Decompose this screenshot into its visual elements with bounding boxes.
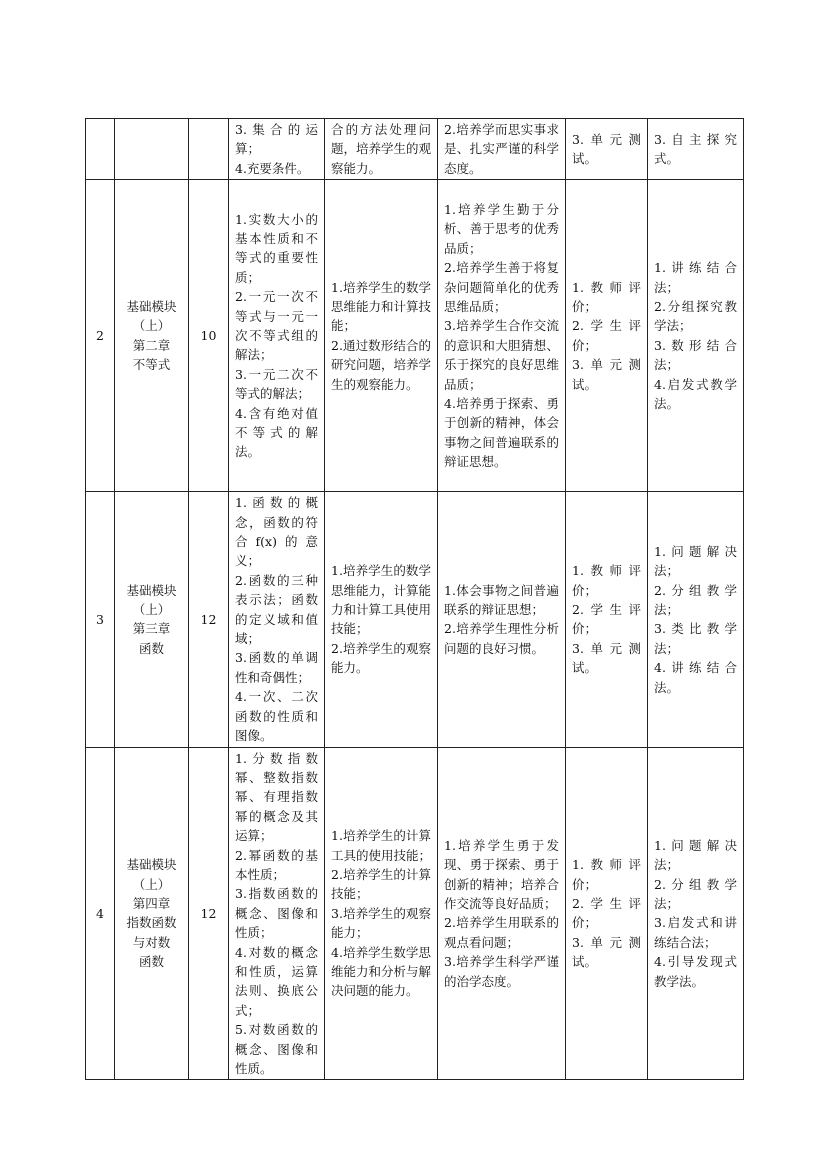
attitude-goals-line: 1.培养学生勤于分析、善于思考的优秀品质； <box>444 201 559 256</box>
skill-goals-cell <box>325 180 438 492</box>
module-chapter-line: 指数函数 <box>126 915 177 931</box>
row-number-cell: 2 <box>86 180 115 492</box>
assessment-methods-line: 2.学生评价； <box>572 318 641 353</box>
module-chapter-cell <box>115 492 189 747</box>
table-row <box>86 180 744 492</box>
teaching-content-line: 3.函数的单调性和奇偶性； <box>235 650 318 685</box>
assessment-methods-line: 3.单元测试。 <box>572 640 641 676</box>
teaching-content-cell <box>229 119 325 180</box>
teaching-methods-line: 2.分组教学法； <box>654 582 737 617</box>
assessment-methods-cell <box>566 747 648 1080</box>
class-hours-cell: 12 <box>189 492 229 747</box>
teaching-methods-line: 4.引导发现式教学法。 <box>654 954 737 989</box>
teaching-methods-line: 4.讲练结合法。 <box>654 660 737 695</box>
skill-goals-line: 合的方法处理问题，培养学生的观察能力。 <box>331 122 432 176</box>
teaching-methods-line: 3.数形结合法； <box>654 337 737 373</box>
module-chapter-line: 第三章 <box>132 621 171 637</box>
attitude-goals-line: 2.培养学生用联系的观点看问题； <box>444 915 559 950</box>
skill-goals-line: 2.通过数形结合的研究问题，培养学生的观察能力。 <box>331 337 432 392</box>
table-row <box>86 492 744 747</box>
assessment-methods-line: 2.学生评价； <box>572 896 641 931</box>
teaching-content-line: 2.幂函数的基本性质； <box>235 847 318 882</box>
module-chapter-line: 基础模块 <box>126 857 177 873</box>
attitude-goals-cell <box>438 747 566 1080</box>
teaching-methods-cell <box>648 747 744 1080</box>
teaching-methods-line: 3.类比教学法； <box>654 621 737 656</box>
attitude-goals-line: 1.体会事物之间普遍联系的辩证思想； <box>444 582 559 617</box>
class-hours-cell: 12 <box>189 747 229 1080</box>
module-chapter-line: 函数 <box>138 640 164 656</box>
assessment-methods-line: 3.单元测试。 <box>572 131 641 167</box>
assessment-methods-cell <box>566 119 648 180</box>
module-chapter-line: （上） <box>132 876 171 892</box>
skill-goals-line: 4.培养学生数学思维能力和分析与解决问题的能力。 <box>331 944 432 999</box>
teaching-methods-line: 3.启发式和讲练结合法； <box>654 915 737 950</box>
attitude-goals-line: 2.培养学而思实事求是、扎实严谨的科学态度。 <box>444 122 559 176</box>
teaching-content-line: 1.分数指数幂、整数指数幂、有理指数幂的概念及其运算； <box>235 750 318 844</box>
teaching-methods-line: 1.讲练结合法； <box>654 260 737 295</box>
teaching-content-line: 3.集合的运算； <box>235 122 318 157</box>
attitude-goals-line: 1.培养学生勇于发现、勇于探索、勇于创新的精神；培养合作交流等良好品质； <box>444 837 559 912</box>
module-chapter-line: 基础模块 <box>126 298 177 314</box>
module-chapter-line: 函数 <box>138 954 164 970</box>
assessment-methods-line: 1.教师评价； <box>572 563 641 598</box>
class-hours-cell <box>189 119 229 180</box>
teaching-content-line: 1.实数大小的基本性质和不等式的重要性质； <box>235 211 318 285</box>
attitude-goals-line: 2.培养学生理性分析问题的良好习惯。 <box>444 621 559 656</box>
table-body <box>86 119 744 1080</box>
row-number-cell: 3 <box>86 492 115 747</box>
skill-goals-line: 1.培养学生的计算工具的使用技能； <box>331 828 432 863</box>
teaching-methods-cell <box>648 180 744 492</box>
skill-goals-line: 2.培养学生的观察能力。 <box>331 640 431 676</box>
module-chapter-cell <box>115 119 189 180</box>
skill-goals-line: 1.培养学生的数学思维能力和计算技能； <box>331 279 432 334</box>
row-number-cell: 4 <box>86 747 115 1080</box>
skill-goals-cell <box>325 492 438 747</box>
teaching-content-line: 2.函数的三种表示法；函数的定义域和值域； <box>235 572 318 647</box>
teaching-methods-line: 4.启发式教学法。 <box>654 376 737 411</box>
teaching-content-line: 2.一元一次不等式与一元一次不等式组的解法； <box>235 289 318 363</box>
module-chapter-line: （上） <box>132 601 171 617</box>
teaching-content-line: 3.指数函数的概念、图像和性质； <box>235 886 318 941</box>
skill-goals-line: 2.培养学生的计算技能； <box>331 866 431 902</box>
teaching-content-line: 4.对数的概念和性质，运算法则、换底公式； <box>235 944 318 1018</box>
teaching-content-line: 4.一次、二次函数的性质和图像。 <box>235 689 318 744</box>
assessment-methods-line: 2.学生评价； <box>572 601 641 637</box>
table-row <box>86 119 744 180</box>
assessment-methods-line: 3.单元测试。 <box>572 934 641 970</box>
module-chapter-line: 基础模块 <box>126 582 177 598</box>
skill-goals-line: 1.培养学生的数学思维能力，计算能力和计算工具使用技能； <box>331 563 432 637</box>
teaching-content-cell <box>229 747 325 1080</box>
assessment-methods-line: 3.单元测试。 <box>572 357 641 392</box>
attitude-goals-line: 3.培养学生合作交流的意识和大胆猜想、乐于探究的良好思维品质； <box>444 318 559 392</box>
module-chapter-line: 不等式 <box>132 357 171 373</box>
module-chapter-cell <box>115 180 189 492</box>
skill-goals-cell <box>325 747 438 1080</box>
teaching-content-line: 1.函数的概念，函数的符合f(x)的意义； <box>235 495 318 569</box>
teaching-content-cell <box>229 180 325 492</box>
attitude-goals-cell <box>438 119 566 180</box>
module-chapter-line: 第二章 <box>132 337 171 353</box>
module-chapter-line: （上） <box>132 318 171 334</box>
assessment-methods-cell <box>566 492 648 747</box>
skill-goals-cell <box>325 119 438 180</box>
attitude-goals-cell <box>438 492 566 747</box>
class-hours-cell: 10 <box>189 180 229 492</box>
assessment-methods-line: 1.教师评价； <box>572 857 641 892</box>
teaching-content-line: 5.对数函数的概念、图像和性质。 <box>235 1022 318 1076</box>
teaching-methods-line: 1.问题解决法； <box>654 543 737 579</box>
teaching-methods-line: 3.自主探究式。 <box>654 131 737 167</box>
teaching-content-cell <box>229 492 325 747</box>
attitude-goals-cell <box>438 180 566 492</box>
teaching-methods-line: 2.分组教学法； <box>654 876 737 912</box>
assessment-methods-cell <box>566 180 648 492</box>
teaching-content-line: 4.含有绝对值不等式的解法。 <box>235 405 318 460</box>
teaching-content-line: 3.一元二次不等式的解法； <box>235 366 318 402</box>
row-number-cell <box>86 119 115 180</box>
teaching-methods-line: 1.问题解决法； <box>654 837 737 873</box>
module-chapter-line: 与对数 <box>132 934 171 950</box>
attitude-goals-line: 2.培养学生善于将复杂问题简单化的优秀思维品质； <box>444 260 559 314</box>
skill-goals-line: 3.培养学生的观察能力； <box>331 905 431 941</box>
teaching-methods-line: 2.分组探究教学法； <box>654 298 737 334</box>
assessment-methods-line: 1.教师评价； <box>572 279 641 314</box>
module-chapter-cell <box>115 747 189 1080</box>
teaching-content-line: 4.充要条件。 <box>235 160 310 176</box>
teaching-methods-cell <box>648 492 744 747</box>
table-row <box>86 747 744 1080</box>
syllabus-table <box>85 118 744 1080</box>
module-chapter-line: 第四章 <box>132 896 171 912</box>
attitude-goals-line: 3.培养学生科学严谨的治学态度。 <box>444 954 559 989</box>
teaching-methods-cell <box>648 119 744 180</box>
attitude-goals-line: 4.培养勇于探索、勇于创新的精神，体会事物之间普遍联系的辩证思想。 <box>444 395 559 470</box>
